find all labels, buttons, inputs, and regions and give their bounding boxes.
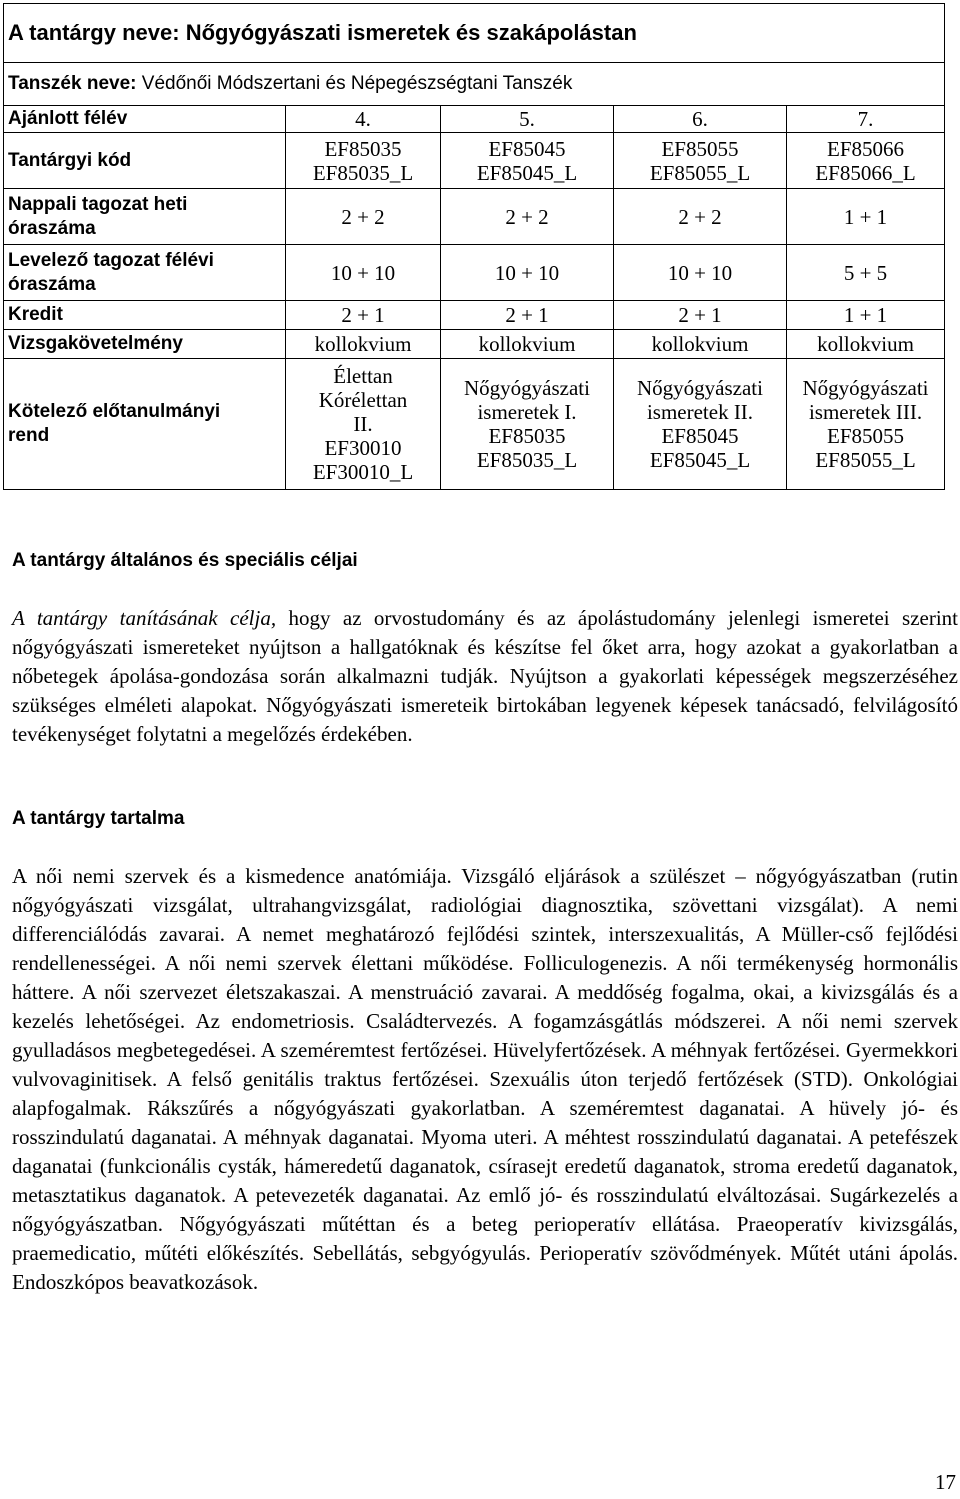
prerequisite-line: ismeretek I. [477,400,577,424]
code-cell [787,133,945,189]
content-paragraph: A női nemi szervek és a kismedence anatómiája. Vizsgáló eljárások a szülészet – nőgyógyászatban (rutin nőgyógyászati vizsgálat, ultrahangvizsgálat, radiológiai diagnosztika, szövettani vizsgálat). A nemi differenciálódás zavarai. A nemet meghatározó fejlődési szintek, interszexualitás, A Müller-cső fejlődési rendellenességei. A női nemi szervek élettani működése. Folliculogenezis. A női termékenység hormonális háttere. A női szervezet életszakaszai. A menstruáció zavarai. A meddőség fogalma, okai, a kivizsgálás és a kezelés lehetőségei. Az endometriosis. Családtervezés. A fogamzásgátlás módszerei. A női nemi szervek gyulladásos megbetegedései. A szeméremtest fertőzései. Hüvelyfertőzések. A méhnyak fertőzései. Gyermekkori vulvovaginitisek. A felső genitális traktus fertőzései. Szexuális úton terjedő fertőzések (STD). Onkológiai alapfogalmak. Rákszűrés a nőgyógyászati gyakorlatban. A szeméremtest daganatai. A hüvely jó- és rosszindulatú daganatai. A méhnyak daganatai. Myoma uteri. A méhtest rosszindulatú daganatai. A petefészek daganatai (funkcionális cysták, hámeredetű daganatok, csírasejt eredetű daganatok, stroma eredetű daganatok, metasztatikus daganatok. A petevezeték daganatai. Az emlő jó- és rosszindulatú elváltozásai. Sugárkezelés a nőgyógyászatban. Nőgyógyászati műtéttan és a beteg perioperatív ellátása. Praeoperatív kivizsgálás, praemedicatio, műtéti előkészítés. Sebellátás, sebgyógyulás. Perioperatív szövődmények. Műtét utáni ápolás. Endoszkópos beavatkozások. [12,864,958,1294]
correspondence-hours-cell: 10 + 10 [286,245,441,301]
exam-label: Vizsgakövetelmény [4,330,286,359]
prerequisite-line: EF85055 [827,424,905,448]
course-info-table [3,3,945,490]
credit-cell: 2 + 1 [441,301,614,330]
prerequisite-label [4,359,286,490]
prerequisite-cell [286,359,441,490]
credit-cell: 2 + 1 [614,301,787,330]
code-cell [441,133,614,189]
prerequisite-line: EF85035 [488,424,566,448]
correspondence-hours-label [4,245,286,301]
day-hours-row [4,189,945,245]
day-hours-cell: 2 + 2 [441,189,614,245]
semester-cell: 5. [441,106,614,133]
code-label: Tantárgyi kód [4,133,286,189]
prerequisite-line: EF85035_L [476,448,578,472]
content-heading: A tantárgy tartalma [12,808,185,829]
department-value: Védőnői Módszertani és Népegészségtani Tanszék [141,73,573,94]
semester-cell: 4. [286,106,441,133]
prerequisite-cell [441,359,614,490]
goals-intro: A tantárgy tanításának célja, [12,606,277,630]
page-number: 17 [935,1470,956,1494]
goals-text: hogy az orvostudomány és az ápolástudomány jelenlegi ismeretei szerint nőgyógyászati ismereteket nyújtson a hallgatóknak és készítse fel őket arra, hogy azokat a gyakorlatban a nőbetegek ápolása-gondozása során alkalmazni tudják. Nyújtson a gyakorlati képességek megszerzéséhez szükséges elméleti alapokat. Nőgyógyászati ismereteik birtokában legyenek képesek tanácsadó, felvilágosító tevékenységet folytatni a megelőzés érdekében. [12,606,959,746]
exam-row [4,330,945,359]
label-line: Kötelező előtanulmányi [8,401,221,422]
prerequisite-line: Nőgyógyászati [802,376,929,400]
label-line: Levelező tagozat félévi [8,249,214,271]
prerequisite-cell [787,359,945,490]
day-hours-cell: 2 + 2 [614,189,787,245]
goals-heading: A tantárgy általános és speciális céljai [12,550,358,571]
semester-cell: 7. [787,106,945,133]
department-row [4,63,945,106]
prerequisite-row [4,359,945,490]
day-hours-cell: 1 + 1 [787,189,945,245]
exam-cell: kollokvium [286,330,441,359]
department-label: Tanszék neve: [8,73,137,94]
correspondence-hours-cell: 10 + 10 [441,245,614,301]
day-hours-cell: 2 + 2 [286,189,441,245]
prerequisite-line: II. [353,412,373,436]
semester-cell: 6. [614,106,787,133]
label-line: óraszáma [8,273,96,295]
goals-paragraph [12,604,958,749]
correspondence-hours-row [4,245,945,301]
prerequisite-cell [614,359,787,490]
credit-cell: 1 + 1 [787,301,945,330]
course-title-label: A tantárgy neve: [8,20,180,45]
label-line: óraszáma [8,217,96,239]
prerequisite-line: ismeretek II. [646,400,754,424]
code-cell [614,133,787,189]
correspondence-hours-cell: 10 + 10 [614,245,787,301]
exam-cell: kollokvium [614,330,787,359]
code-value: EF85066_L [815,160,916,185]
semester-row [4,106,945,133]
prerequisite-line: Nőgyógyászati [637,376,763,400]
credit-cell: 2 + 1 [286,301,441,330]
prerequisite-line: EF30010_L [312,460,414,484]
prerequisite-line: EF85055_L [815,448,916,472]
department [4,63,945,106]
course-title-value: Nőgyógyászati ismeretek és szakápolástan [185,20,637,45]
semester-label: Ajánlott félév [4,106,286,133]
correspondence-hours-cell: 5 + 5 [787,245,945,301]
exam-cell: kollokvium [787,330,945,359]
prerequisite-line: EF30010 [324,436,402,460]
code-value: EF85045_L [476,160,578,185]
prerequisite-line: Nőgyógyászati [464,376,590,400]
label-line: Nappali tagozat heti [8,193,188,215]
course-title-row [4,4,945,63]
credit-row [4,301,945,330]
prerequisite-line: Kórélettan [318,388,408,412]
prerequisite-line: EF85045 [661,424,739,448]
code-value: EF85045 [488,136,566,161]
code-row [4,133,945,189]
code-value: EF85055_L [649,160,751,185]
code-cell [286,133,441,189]
credit-label: Kredit [4,301,286,330]
exam-cell: kollokvium [441,330,614,359]
code-value: EF85035_L [312,160,414,185]
code-value: EF85055 [661,136,739,161]
code-value: EF85035 [324,136,402,161]
course-title [4,4,945,63]
label-line: rend [8,425,50,446]
day-hours-label [4,189,286,245]
code-value: EF85066 [827,136,905,161]
prerequisite-line: ismeretek III. [808,400,923,424]
prerequisite-line: Élettan [333,364,393,388]
prerequisite-line: EF85045_L [649,448,751,472]
